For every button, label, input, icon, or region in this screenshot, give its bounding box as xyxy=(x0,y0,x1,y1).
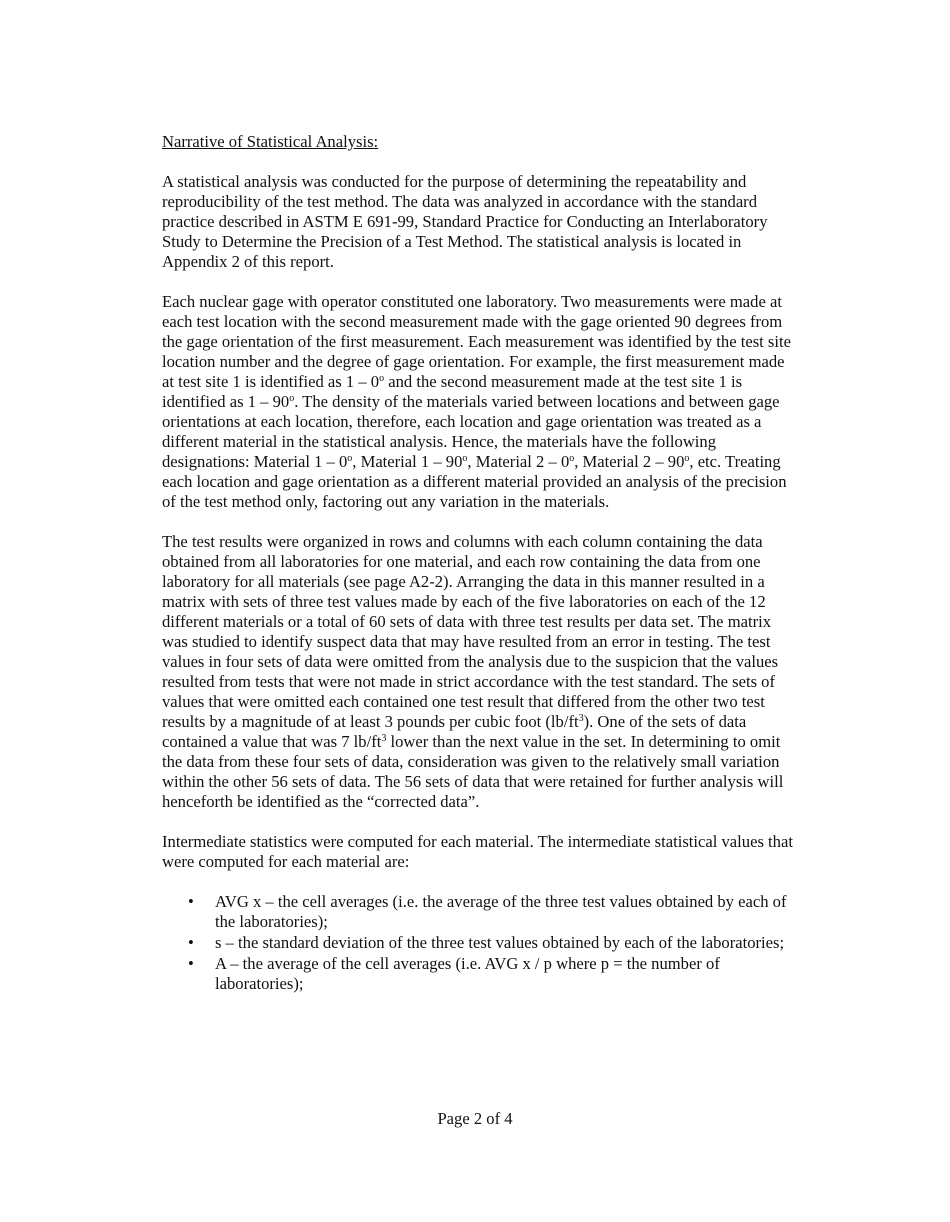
degree-symbol: o xyxy=(289,393,295,404)
exponent-3: 3 xyxy=(381,733,387,744)
para2-text-3: . The density of the materials varied between locations and between gage orientations at each location, therefore, each location and gage orientation was treated as a different material in the statistical analysis. Hence, the materials have the following designations: Material 1 – 0 xyxy=(162,392,780,471)
para3-text-1: The test results were organized in rows and columns with each column containing the data obtained from all laboratories for one material, and each row containing the data from one laboratory for all materials (see page A2-2). Arranging the data in this manner resulted in a matrix with sets of three test values made by each of the five laboratories on each of the 12 different materials or a total of 60 sets of data with three test results per data set. The matrix was studied to identify suspect data that may have resulted from an error in testing. The test values in four sets of data were omitted from the analysis due to the suspicion that the values resulted from tests that were not made in strict accordance with the test standard. The sets of values that were omitted each contained one test result that differed from the other two test results by a magnitude of at least 3 pounds per cubic foot (lb/ft xyxy=(162,532,779,731)
para2-text-5: , Material 2 – 0 xyxy=(467,452,570,471)
degree-symbol: o xyxy=(569,453,575,464)
paragraph-test-results xyxy=(162,532,796,812)
list-item xyxy=(162,892,796,932)
list-item xyxy=(162,933,796,953)
section-heading: Narrative of Statistical Analysis: xyxy=(162,132,379,151)
degree-symbol: o xyxy=(462,453,468,464)
list-item xyxy=(162,954,796,994)
degree-symbol: o xyxy=(684,453,690,464)
degree-symbol: o xyxy=(347,453,353,464)
para2-text-1: Each nuclear gage with operator constituted one laboratory. Two measurements were made at each test location with the second measurement made with the gage oriented 90 degrees from the gage orientation of the first measurement. Each measurement was identified by the test site location number and the degree of gage orientation. For example, the first measurement made at test site 1 is identified as 1 – 0 xyxy=(162,292,791,391)
paragraph-statistical-analysis: A statistical analysis was conducted for the purpose of determining the repeatability and reproducibility of the test method. The data was analyzed in accordance with the standard practice described in ASTM E 691-99, Standard Practice for Conducting an Interlaboratory Study to Determine the Precision of a Test Method. The statistical analysis is located in Appendix 2 of this report. xyxy=(162,172,768,271)
exponent-3: 3 xyxy=(578,713,584,724)
para3-text-2: ). One of the sets of data contained a value that was 7 lb/ft xyxy=(162,712,747,751)
paragraph-intermediate-statistics: Intermediate statistics were computed for each material. The intermediate statistical values that were computed for each material are: xyxy=(162,832,793,871)
para2-text-7: , etc. Treating each location and gage orientation as a different material provided an analysis of the precision of the test method only, factoring out any variation in the materials. xyxy=(162,452,787,511)
list-item-text: s – the standard deviation of the three test values obtained by each of the laboratories; xyxy=(215,933,785,952)
para2-text-4: , Material 1 – 90 xyxy=(352,452,463,471)
para2-text-6: , Material 2 – 90 xyxy=(574,452,685,471)
degree-symbol: o xyxy=(379,373,385,384)
bullet-icon: • xyxy=(188,933,194,952)
list-item-text: A – the average of the cell averages (i.e. AVG x / p where p = the number of laboratories); xyxy=(215,954,720,993)
page-number: Page 2 of 4 xyxy=(437,1109,513,1128)
para3-text-3: lower than the next value in the set. In determining to omit the data from these four sets of data, consideration was given to the relatively small variation within the other 56 sets of data. The 56 sets of data that were retained for further analysis will henceforth be identified as the “corrected data”. xyxy=(162,732,784,811)
bullet-icon: • xyxy=(188,892,194,911)
para2-text-2: and the second measurement made at the test site 1 is identified as 1 – 90 xyxy=(162,372,743,411)
document-body xyxy=(162,132,796,995)
statistics-list xyxy=(162,892,796,994)
list-item-text: AVG x – the cell averages (i.e. the average of the three test values obtained by each of the laboratories); xyxy=(215,892,787,931)
bullet-icon: • xyxy=(188,954,194,973)
paragraph-laboratories xyxy=(162,292,796,512)
